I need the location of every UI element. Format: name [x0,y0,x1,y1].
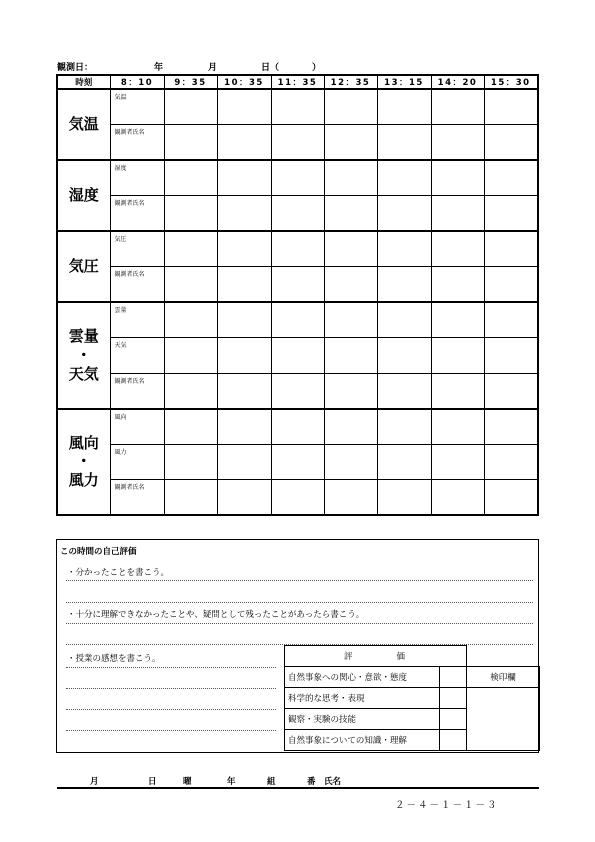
entry-cell[interactable] [377,409,431,445]
entry-cell[interactable] [377,302,431,338]
entry-cell[interactable] [324,89,377,125]
entry-cell[interactable] [484,231,538,267]
category-label-part: ・ [76,345,92,364]
entry-cell[interactable] [431,373,484,409]
entry-cell[interactable] [484,302,538,338]
criterion-label: 自然事象への関心・意欲・態度 [285,667,440,688]
self-evaluation-title: この時間の自己評価 [60,547,137,557]
row-label: 風向 [110,409,164,445]
observation-group [57,89,538,160]
entry-cell[interactable] [431,89,484,125]
entry-cell[interactable] [217,480,271,516]
entry-cell[interactable] [217,89,271,125]
entry-cell[interactable] [164,338,217,374]
entry-cell[interactable] [164,196,217,232]
observation-row [57,160,538,196]
entry-cell[interactable] [324,196,377,232]
category-label-part: 風向 [68,433,99,452]
row-label: 観測者氏名 [110,196,164,232]
entry-cell[interactable] [431,444,484,480]
writing-line[interactable] [66,580,533,581]
entry-cell[interactable] [324,444,377,480]
prompt-questions: ・十分に理解できなかったことや、疑問として残ったことがあったら書こう。 [67,610,365,620]
rating-cell[interactable] [440,709,467,730]
time-header: 15：30 [484,75,538,89]
entry-cell[interactable] [484,89,538,125]
category-label [57,302,110,409]
entry-cell[interactable] [164,160,217,196]
category-label-part: 天気 [68,364,99,383]
observation-row [57,409,538,445]
observation-row [57,480,538,516]
month-label: 月 [208,63,218,73]
criterion-label: 自然事象についての知識・理解 [285,730,440,751]
entry-cell[interactable] [484,444,538,480]
entry-cell[interactable] [324,125,377,161]
writing-line[interactable] [66,602,533,603]
observation-group [57,160,538,231]
footer-number-label: 番 [307,777,316,787]
entry-cell[interactable] [217,373,271,409]
day-close-label: ） [312,63,322,73]
entry-cell[interactable] [377,231,431,267]
entry-cell[interactable] [377,89,431,125]
writing-line[interactable] [66,730,276,731]
entry-cell[interactable] [271,444,324,480]
prompt-understood: ・分かったことを書こう。 [67,568,170,578]
entry-cell[interactable] [431,302,484,338]
row-label: 天気 [110,338,164,374]
footer-month-label: 月 [90,777,99,787]
observation-row [57,89,538,125]
entry-cell[interactable] [271,125,324,161]
entry-cell[interactable] [484,409,538,445]
entry-cell[interactable] [431,338,484,374]
page-code: ２－４－１－１－３ [395,800,499,811]
entry-cell[interactable] [377,444,431,480]
row-label: 気圧 [110,231,164,267]
category-label [57,160,110,231]
entry-cell[interactable] [324,160,377,196]
time-header: 9：35 [164,75,217,89]
entry-cell[interactable] [271,409,324,445]
category-label-part: 湿度 [68,186,99,205]
entry-cell[interactable] [217,231,271,267]
stamp-cell[interactable] [467,688,540,751]
entry-cell[interactable] [377,338,431,374]
rating-cell[interactable] [440,688,467,709]
row-label: 風力 [110,444,164,480]
writing-line[interactable] [66,688,276,689]
student-info-line [57,775,539,789]
entry-cell[interactable] [377,373,431,409]
entry-cell[interactable] [377,196,431,232]
entry-cell[interactable] [484,125,538,161]
entry-cell[interactable] [431,267,484,303]
entry-cell[interactable] [324,231,377,267]
category-label [57,89,110,160]
row-label: 観測者氏名 [110,267,164,303]
entry-cell[interactable] [217,302,271,338]
observation-row [57,125,538,161]
observation-row [57,373,538,409]
entry-cell[interactable] [324,302,377,338]
observation-row [57,302,538,338]
category-label [57,409,110,516]
row-label: 雲量 [110,302,164,338]
entry-cell[interactable] [164,125,217,161]
prompt-impressions: ・授業の感想を書こう。 [67,654,161,664]
category-label-part: 風力 [68,471,99,490]
entry-cell[interactable] [164,231,217,267]
entry-cell[interactable] [484,480,538,516]
entry-cell[interactable] [484,373,538,409]
entry-cell[interactable] [324,338,377,374]
entry-cell[interactable] [484,160,538,196]
entry-cell[interactable] [484,196,538,232]
entry-cell[interactable] [271,480,324,516]
entry-cell[interactable] [431,409,484,445]
writing-line[interactable] [66,623,533,624]
entry-cell[interactable] [324,373,377,409]
entry-cell[interactable] [271,160,324,196]
entry-cell[interactable] [324,267,377,303]
entry-cell[interactable] [217,125,271,161]
observation-row [57,338,538,374]
entry-cell[interactable] [377,160,431,196]
entry-cell[interactable] [271,196,324,232]
row-label: 湿度 [110,160,164,196]
entry-cell[interactable] [164,302,217,338]
entry-cell[interactable] [377,480,431,516]
entry-cell[interactable] [377,125,431,161]
entry-cell[interactable] [164,373,217,409]
row-label: 気温 [110,89,164,125]
row-label: 観測者氏名 [110,480,164,516]
time-header: 13：15 [377,75,431,89]
writing-line[interactable] [66,709,276,710]
observation-date-line [57,60,537,74]
rating-cell[interactable] [440,667,467,688]
stamp-header: 検印欄 [467,667,540,688]
time-header: 14：20 [431,75,484,89]
category-label-part: 雲量 [68,327,99,346]
criterion-label: 科学的な思考・表現 [285,688,440,709]
entry-cell[interactable] [271,338,324,374]
footer-weekday-label: 曜 [183,777,192,787]
category-label-part: 気圧 [68,257,99,276]
observation-group [57,409,538,516]
entry-cell[interactable] [217,444,271,480]
observation-row [57,267,538,303]
entry-cell[interactable] [271,89,324,125]
time-header-row [57,75,538,89]
footer-grade-label: 年 [227,777,236,787]
time-label: 時刻 [57,75,110,89]
entry-cell[interactable] [431,231,484,267]
date-label: 観測日： [57,63,94,73]
entry-cell[interactable] [217,338,271,374]
time-header: 11：35 [271,75,324,89]
row-label: 観測者氏名 [110,125,164,161]
entry-cell[interactable] [164,89,217,125]
entry-cell[interactable] [431,196,484,232]
footer-name-label: 氏名 [324,777,342,787]
entry-cell[interactable] [431,125,484,161]
entry-cell[interactable] [271,373,324,409]
entry-cell[interactable] [271,267,324,303]
entry-cell[interactable] [431,160,484,196]
observation-group [57,231,538,302]
entry-cell[interactable] [324,480,377,516]
observation-group [57,302,538,409]
entry-cell[interactable] [271,302,324,338]
category-label [57,231,110,302]
year-label: 年 [154,63,164,73]
footer-class-label: 組 [267,777,276,787]
rating-table [284,645,540,751]
entry-cell[interactable] [164,480,217,516]
entry-cell[interactable] [217,267,271,303]
entry-cell[interactable] [484,267,538,303]
category-label-part: ・ [76,452,92,471]
rating-header: 評 価 [285,646,467,667]
observation-row [57,444,538,480]
entry-cell[interactable] [164,409,217,445]
entry-cell[interactable] [164,267,217,303]
observation-table [56,74,539,516]
entry-cell[interactable] [164,444,217,480]
entry-cell[interactable] [217,196,271,232]
entry-cell[interactable] [271,231,324,267]
observation-row [57,231,538,267]
category-label-part: 気温 [68,115,99,134]
time-header: 12：35 [324,75,377,89]
self-evaluation-box [56,539,539,753]
time-header: 8：10 [110,75,164,89]
day-label: 日（ [261,63,280,73]
footer-day-label: 日 [148,777,157,787]
row-label: 観測者氏名 [110,373,164,409]
entry-cell[interactable] [217,160,271,196]
rating-cell[interactable] [440,730,467,751]
entry-cell[interactable] [431,480,484,516]
writing-line[interactable] [66,667,276,668]
time-header: 10：35 [217,75,271,89]
entry-cell[interactable] [217,409,271,445]
entry-cell[interactable] [377,267,431,303]
criterion-label: 観察・実験の技能 [285,709,440,730]
entry-cell[interactable] [324,409,377,445]
observation-row [57,196,538,232]
entry-cell[interactable] [484,338,538,374]
